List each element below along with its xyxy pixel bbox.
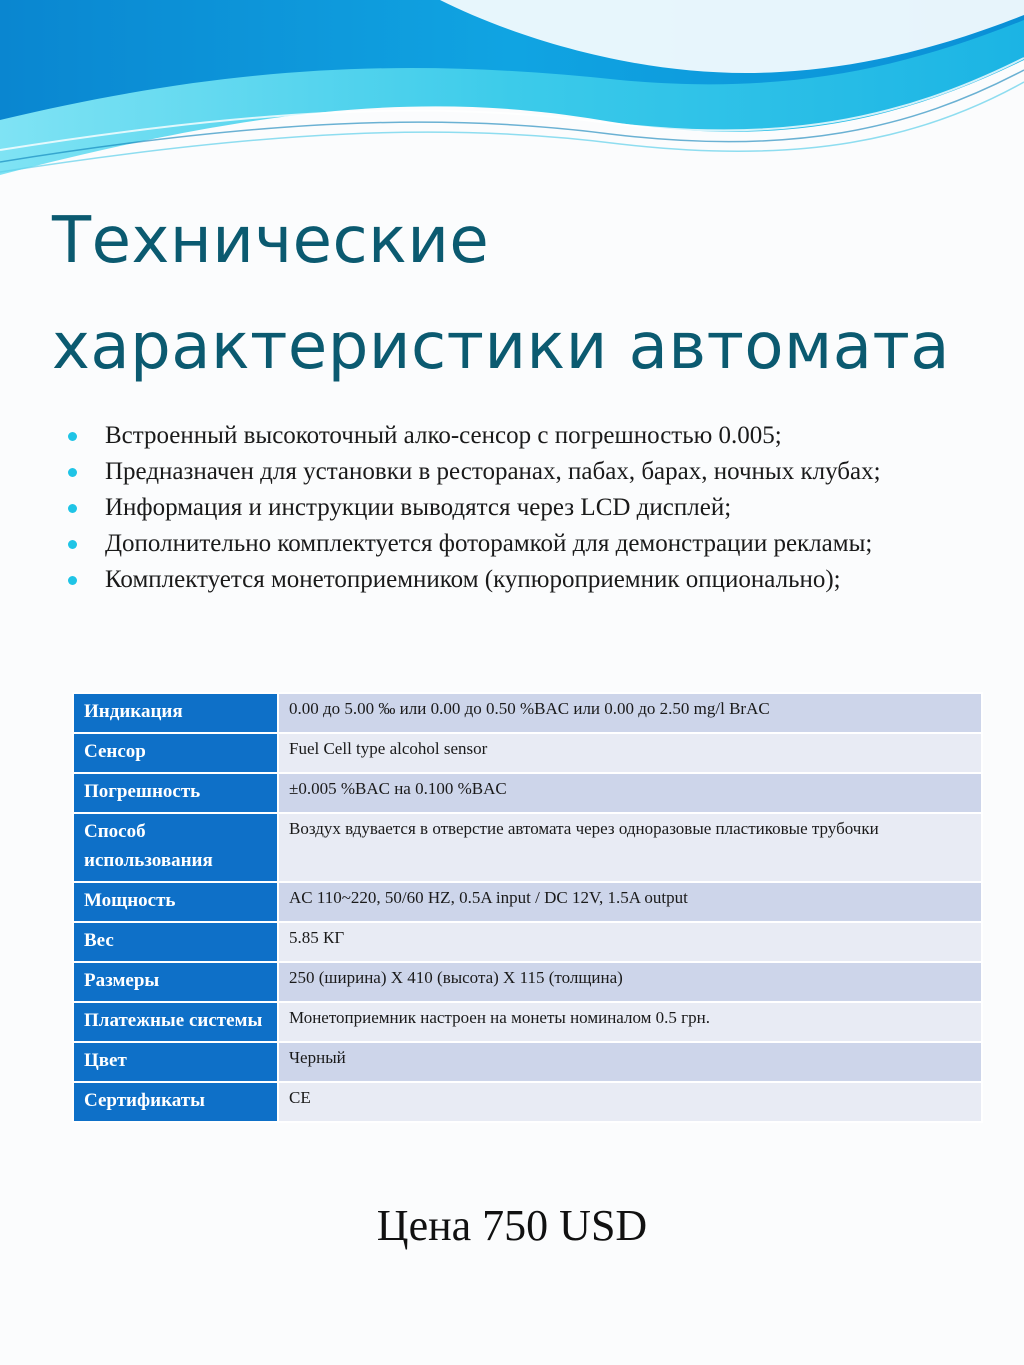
- title-line-1: Технические: [52, 204, 490, 278]
- spec-value: 5.85 КГ: [278, 922, 982, 962]
- spec-value: Воздух вдувается в отверстие автомата через одноразовые пластиковые трубочки: [278, 813, 982, 882]
- spec-value: Fuel Cell type alcohol sensor: [278, 733, 982, 773]
- spec-key: Способ использования: [73, 813, 278, 882]
- bullet-dot-icon: [68, 576, 77, 585]
- page-title: [52, 188, 1002, 400]
- bullet-dot-icon: [68, 468, 77, 477]
- table-row: [73, 922, 982, 962]
- title-line-2: характеристики автомата: [52, 310, 950, 384]
- table-row: [73, 693, 982, 733]
- table-row: [73, 733, 982, 773]
- price-label: Цена 750 USD: [376, 1201, 648, 1250]
- list-item-text: Дополнительно комплектуется фоторамкой для демонстрации рекламы;: [105, 530, 873, 557]
- spec-value: AC 110~220, 50/60 HZ, 0.5A input / DC 12V, 1.5A output: [278, 882, 982, 922]
- spec-key: Сертификаты: [73, 1082, 278, 1122]
- spec-key: Мощность: [73, 882, 278, 922]
- list-item-text: Информация и инструкции выводятся через LCD дисплей;: [105, 494, 732, 521]
- spec-key: Погрешность: [73, 773, 278, 813]
- table-row: [73, 1002, 982, 1042]
- list-item-text: Предназначен для установки в ресторанах, пабах, барах, ночных клубах;: [105, 458, 881, 485]
- list-item: [105, 493, 985, 522]
- spec-key: Индикация: [73, 693, 278, 733]
- list-item-text: Встроенный высокоточный алко-сенсор с погрешностью 0.005;: [105, 422, 782, 449]
- bullet-dot-icon: [68, 504, 77, 513]
- spec-value: ±0.005 %BAC на 0.100 %BAC: [278, 773, 982, 813]
- specs-table: [72, 692, 983, 1123]
- spec-value: 250 (ширина) X 410 (высота) X 115 (толщина): [278, 962, 982, 1002]
- header-wave-decoration: [0, 0, 1024, 190]
- list-item: [105, 529, 985, 558]
- bullet-dot-icon: [68, 540, 77, 549]
- spec-key: Размеры: [73, 962, 278, 1002]
- table-row: [73, 1082, 982, 1122]
- features-list: [105, 421, 985, 601]
- list-item: [105, 421, 985, 450]
- table-row: [73, 962, 982, 1002]
- spec-key: Вес: [73, 922, 278, 962]
- spec-key: Цвет: [73, 1042, 278, 1082]
- bullet-dot-icon: [68, 432, 77, 441]
- table-row: [73, 1042, 982, 1082]
- list-item: [105, 457, 985, 486]
- spec-key: Сенсор: [73, 733, 278, 773]
- list-item-text: Комплектуется монетоприемником (купюроприемник опционально);: [105, 566, 841, 593]
- spec-value: Черный: [278, 1042, 982, 1082]
- table-row: [73, 773, 982, 813]
- list-item: [105, 565, 985, 594]
- spec-key: Платежные системы: [73, 1002, 278, 1042]
- table-row: [73, 813, 982, 882]
- spec-value: Монетоприемник настроен на монеты номиналом 0.5 грн.: [278, 1002, 982, 1042]
- spec-value: CE: [278, 1082, 982, 1122]
- table-row: [73, 882, 982, 922]
- spec-value: 0.00 до 5.00 ‰ или 0.00 до 0.50 %BAC или 0.00 до 2.50 mg/l BrAC: [278, 693, 982, 733]
